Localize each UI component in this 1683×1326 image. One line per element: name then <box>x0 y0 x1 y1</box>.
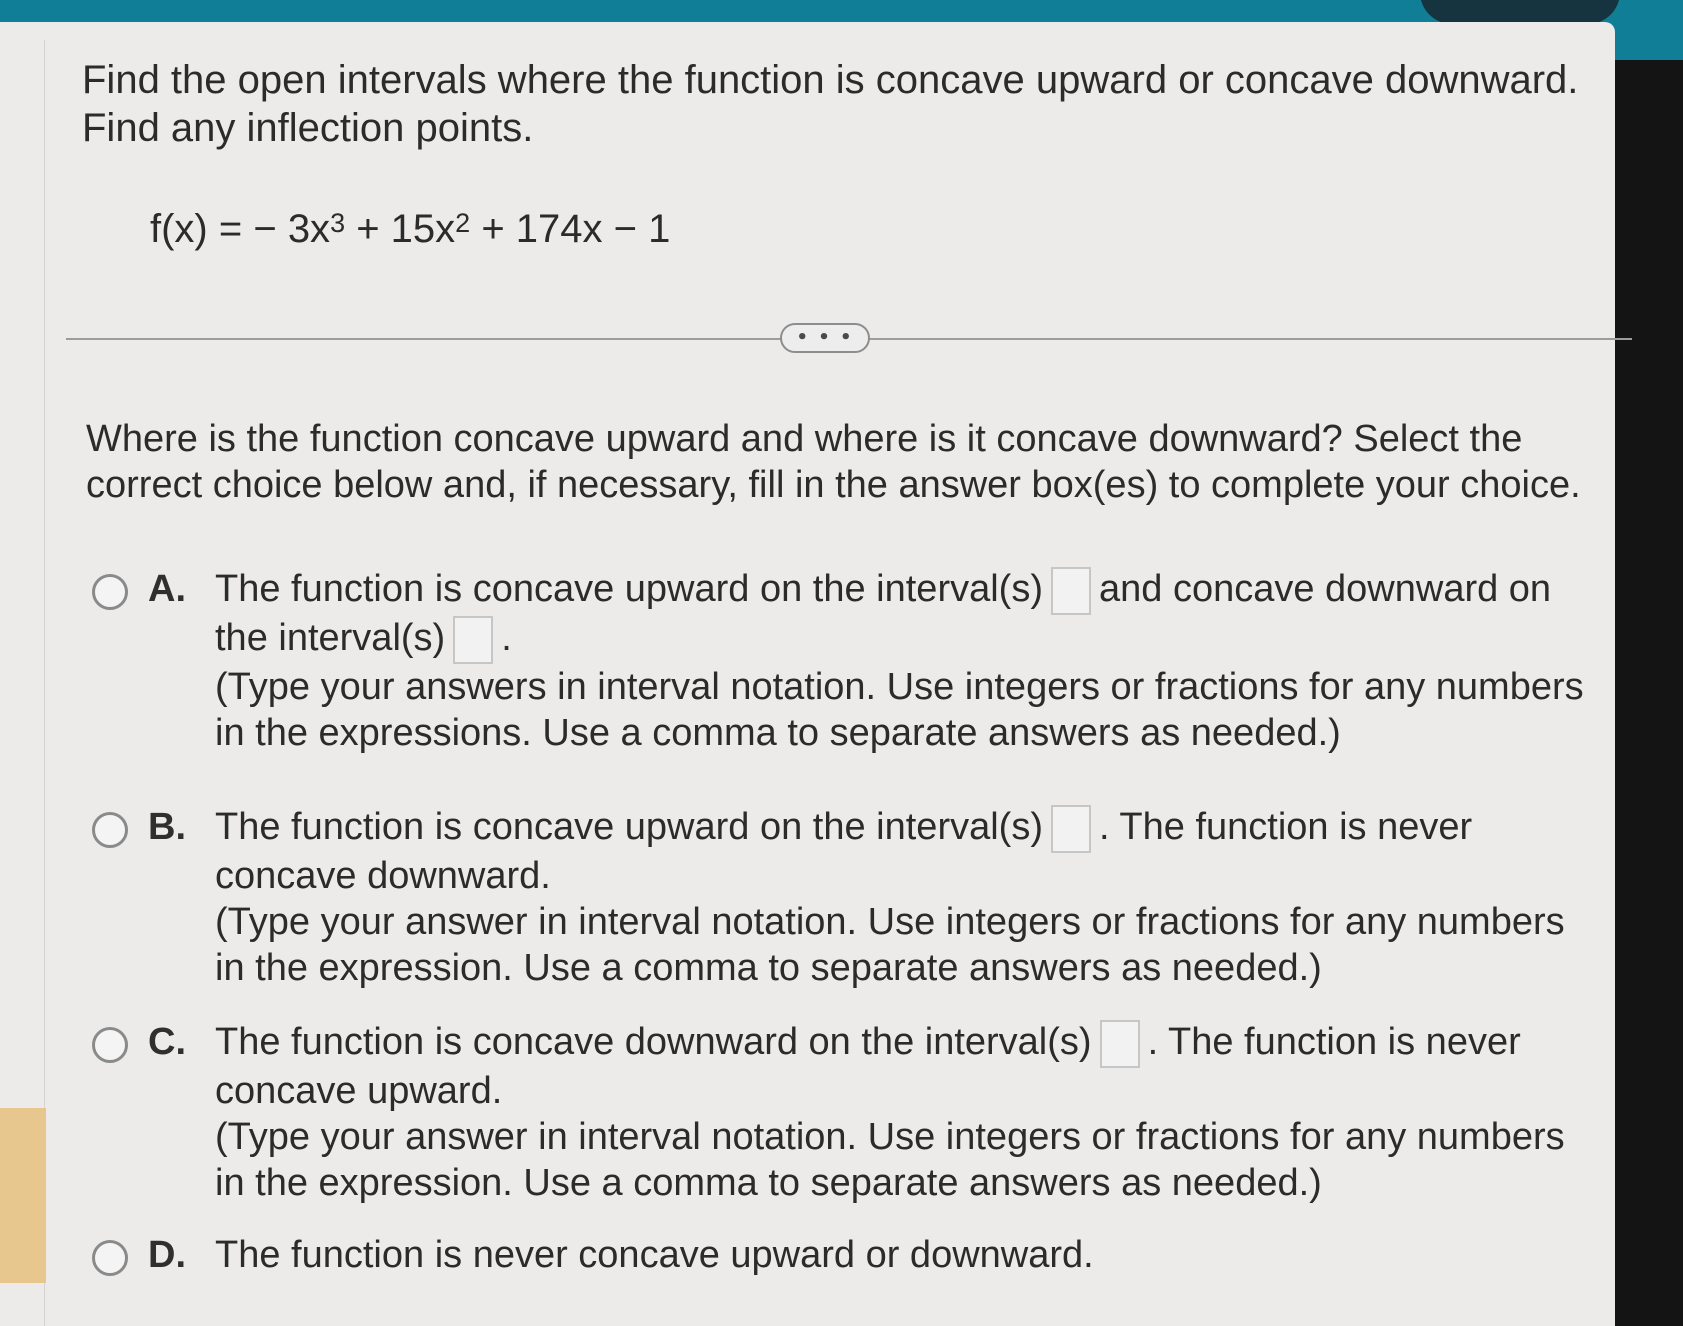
choice-letter-d: D. <box>148 1234 186 1276</box>
choice-letter-c: C. <box>148 1021 186 1063</box>
choice-a-text-2: and concave downward on <box>1098 568 1552 610</box>
choice-b-text-2: . The function is never concave downward. <box>215 806 1473 897</box>
formula-rhs: + 174x − 1 <box>470 207 671 251</box>
choice-c-hint: (Type your answer in interval notation. Use integers or fractions for any numbers in the expression. Use a comma to separate answers as needed.) <box>215 1115 1565 1204</box>
choice-a-text-3: the interval(s) <box>215 616 446 659</box>
radio-b[interactable] <box>92 812 128 848</box>
left-accent-bar <box>0 1108 46 1283</box>
choice-body-a <box>215 566 1595 756</box>
question-prompt: Where is the function concave upward and where is it concave downward? Select the correct choice below and, if necessary, fill in the answer box(es) to complete your choice. <box>86 418 1581 506</box>
choice-body-b <box>215 804 1595 991</box>
expand-button[interactable]: • • • <box>780 323 870 353</box>
choice-letter-a: A. <box>148 568 186 610</box>
radio-c[interactable] <box>92 1027 128 1063</box>
choice-c-text-2: . The function is never concave upward. <box>215 1021 1521 1112</box>
choice-a-text-1: The function is concave upward on the interval(s) <box>215 568 1043 610</box>
formula-lhs: f(x) = − 3x <box>150 207 331 251</box>
top-bar-pill <box>1420 0 1620 24</box>
choice-a-hint: (Type your answers in interval notation. Use integers or fractions for any numbers in the expressions. Use a comma to separate answers as needed.) <box>215 665 1584 754</box>
radio-a[interactable] <box>92 574 128 610</box>
choice-a-text-4: . <box>501 616 512 659</box>
choice-body-d <box>215 1232 1595 1278</box>
choice-b-hint: (Type your answer in interval notation. Use integers or fractions for any numbers in the expression. Use a comma to separate answers as needed.) <box>215 900 1565 989</box>
formula-exponent-3: 3 <box>330 208 346 238</box>
screen-bezel <box>1615 60 1683 1326</box>
choice-body-c <box>215 1019 1595 1206</box>
answer-box-a-concave-up[interactable] <box>1051 567 1091 615</box>
formula-exponent-2: 2 <box>455 208 471 238</box>
question-header: Find the open intervals where the function is concave upward or concave downward. Find any inflection points. <box>82 58 1579 150</box>
function-formula <box>150 205 670 253</box>
answer-box-b-concave-up[interactable] <box>1051 805 1091 853</box>
formula-mid: + 15x <box>345 207 456 251</box>
choice-letter-b: B. <box>148 806 186 848</box>
choice-b-text-1: The function is concave upward on the interval(s) <box>215 806 1043 848</box>
choice-c-text-1: The function is concave downward on the interval(s) <box>215 1021 1092 1063</box>
radio-d[interactable] <box>92 1240 128 1276</box>
answer-box-a-concave-down[interactable] <box>453 616 493 664</box>
answer-box-c-concave-down[interactable] <box>1100 1020 1140 1068</box>
choice-d-text: The function is never concave upward or downward. <box>215 1234 1094 1276</box>
